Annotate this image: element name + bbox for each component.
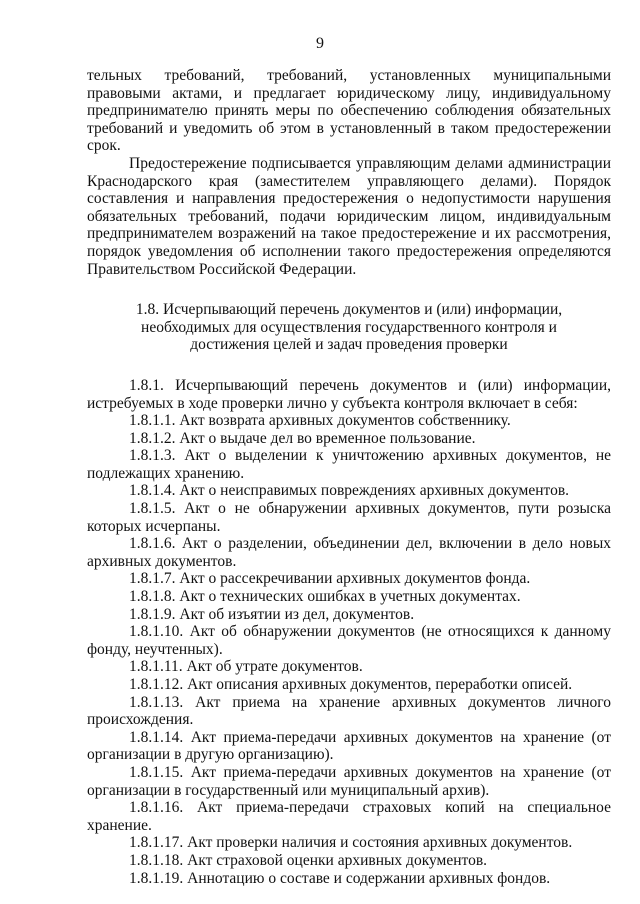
list-item: 1.8.1.4. Акт о неисправимых повреждениях архивных документов. (129, 482, 570, 500)
page-number: 9 (316, 35, 324, 52)
list-item: 1.8.1.12. Акт описания архивных документов, переработки описей. (129, 676, 573, 693)
list-item: 1.8.1. Исчерпывающий перечень документов и (или) информации, истребуемых в ходе проверки лично у субъекта контроля включает в себя: (87, 376, 611, 412)
document-body (87, 67, 611, 887)
list-item: 1.8.1.5. Акт о не обнаружении архивных документов, пути розыска которых исчерпаны. (87, 500, 611, 535)
list-item: 1.8.1.6. Акт о разделении, объединении дел, включении в дело новых архивных документов. (87, 535, 611, 570)
list-item: 1.8.1.14. Акт приема-передачи архивных документов на хранение (от организации в другую организацию). (87, 728, 611, 764)
list-item: 1.8.1.11. Акт об утрате документов. (129, 658, 363, 676)
list-item: 1.8.1.13. Акт приема на хранение архивных документов личного происхождения. (87, 693, 611, 729)
list-item: 1.8.1.3. Акт о выделении к уничтожению архивных документов, не подлежащих хранению. (87, 447, 611, 482)
list-item: 1.8.1.9. Акт об изъятии из дел, документов. (129, 605, 415, 623)
section-heading-line: достижения целей и задач проведения проверки (190, 336, 508, 354)
list-item: 1.8.1.1. Акт возврата архивных документов собственнику. (129, 412, 511, 430)
document-list (87, 377, 611, 887)
list-item: 1.8.1.19. Аннотацию о составе и содержании архивных фондов. (129, 869, 551, 887)
list-item: 1.8.1.16. Акт приема-передачи страховых копий на специальное хранение. (87, 799, 611, 834)
list-item: 1.8.1.17. Акт проверки наличия и состояния архивных документов. (129, 834, 573, 852)
list-item: 1.8.1.7. Акт о рассекречивании архивных документов фонда. (129, 570, 531, 588)
spacer (87, 278, 611, 301)
list-item: 1.8.1.8. Акт о технических ошибках в учетных документах. (129, 588, 521, 606)
section-heading (87, 301, 611, 354)
list-item: 1.8.1.10. Акт об обнаружении документов (не относящихся к данному фонду, неучтенных). (87, 623, 611, 658)
list-item: 1.8.1.2. Акт о выдаче дел во временное пользование. (129, 429, 476, 447)
section-heading-line: необходимых для осуществления государственного контроля и (141, 318, 557, 336)
section-heading-line: 1.8. Исчерпывающий перечень документов и (или) информации, (135, 301, 563, 319)
paragraph-warning-signing: Предостережение подписывается управляющим делами администрации Краснодарского края (заместителем управляющего делами). Порядок составления и направления предостережения о недопустимости нарушения обязательных требований, подачи юридическим лицом, индивидуальным предпринимателем возражений на такое предостережение и их рассмотрения, порядок уведомления об исполнении такого предостережения определяются Правительством Российской Федерации. (87, 154, 611, 278)
paragraph-continuation: тельных требований, требований, установленных муниципальными правовыми актами, и предлагает юридическому лицу, индивидуальному предпринимателю принять меры по обеспечению соблюдения обязательных требований и уведомить об этом в установленный в таком предостережении срок. (87, 67, 611, 155)
list-item: 1.8.1.18. Акт страховой оценки архивных документов. (129, 851, 488, 869)
spacer (87, 354, 611, 377)
list-item: 1.8.1.15. Акт приема-передачи архивных документов на хранение (от организации в государственный или муниципальный архив). (87, 763, 611, 799)
